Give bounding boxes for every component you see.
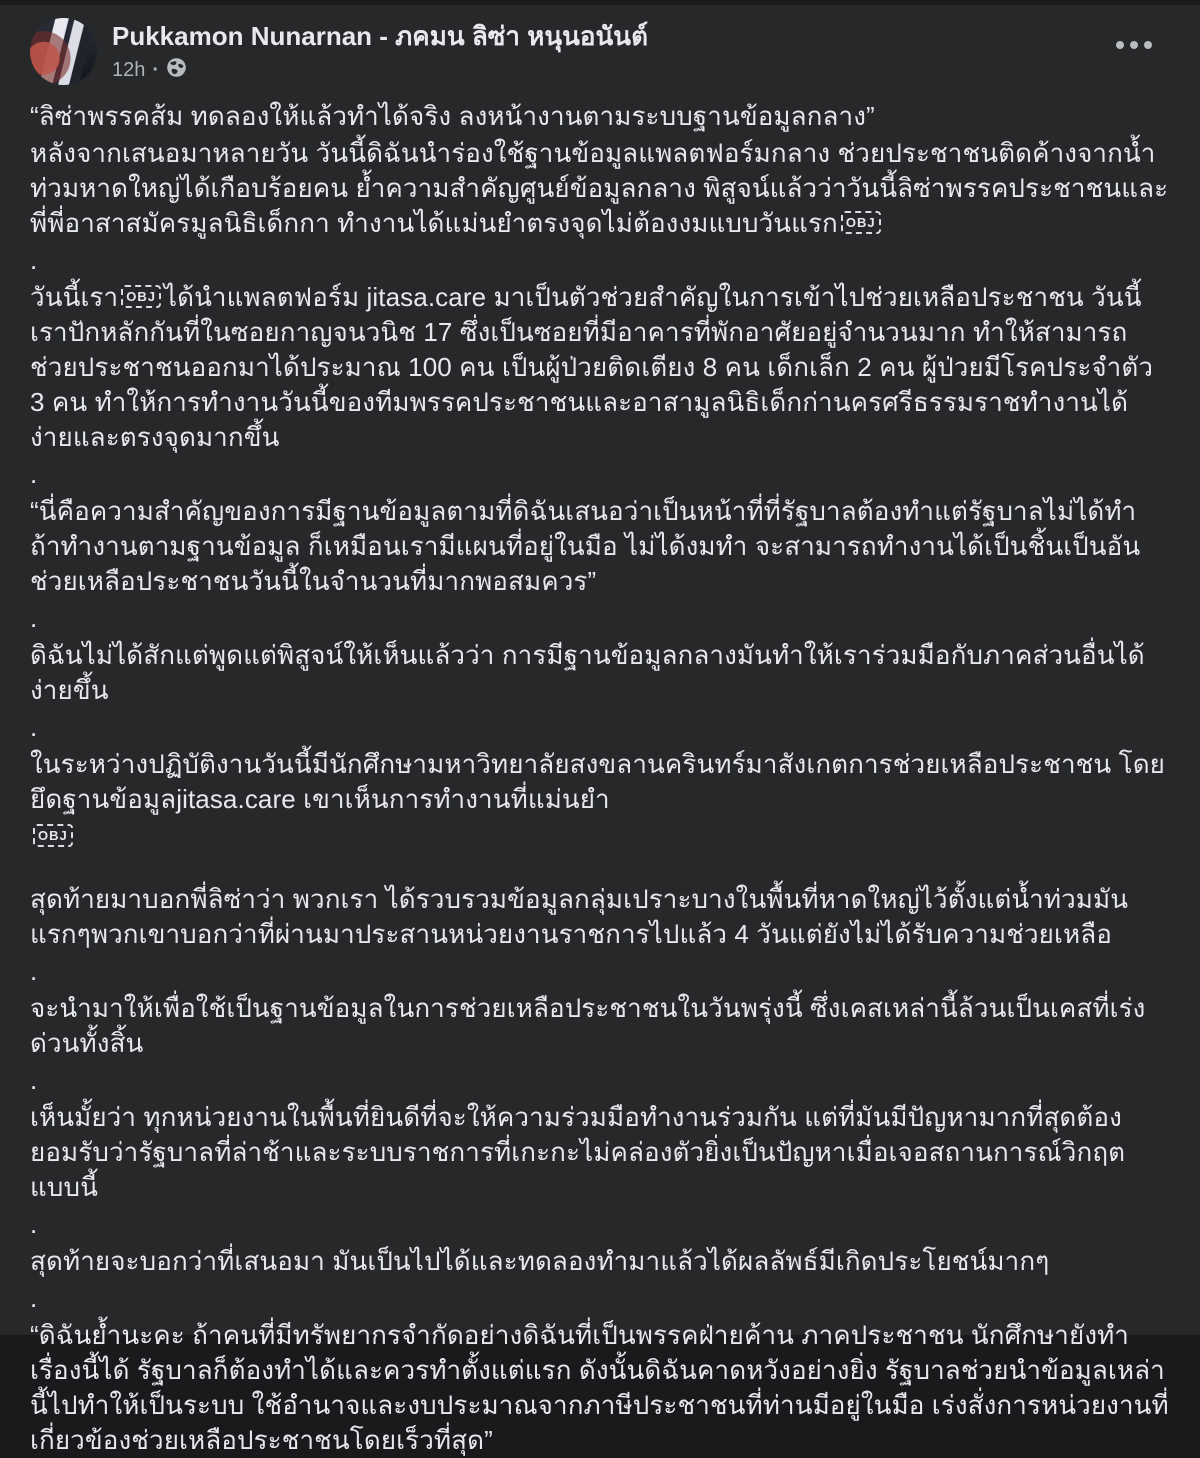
facebook-post-card <box>0 5 1200 1455</box>
ellipsis-icon <box>1130 41 1138 49</box>
object-line <box>30 819 1170 854</box>
dot-separator: . <box>30 712 38 742</box>
header-text <box>112 18 648 83</box>
dot-separator: . <box>30 603 38 633</box>
ellipsis-icon <box>1144 41 1152 49</box>
post-body <box>30 99 1170 1458</box>
post-paragraph: สุดท้ายจะบอกว่าที่เสนอมา มันเป็นไปได้และทดลองทำมาแล้วได้ผลลัพธ์มีเกิดประโยชน์มากๆ <box>30 1246 1050 1276</box>
post-paragraph <box>30 280 1170 455</box>
object-replacement-icon: OBJ <box>33 824 73 847</box>
object-replacement-icon: OBJ <box>121 285 161 308</box>
paragraph-text: วันนี้เรา <box>30 282 119 312</box>
post-paragraph: “ลิซ่าพรรคส้ม ทดลองให้แล้วทำได้จริง ลงหน้างานตามระบบฐานข้อมูลกลาง” <box>30 101 875 131</box>
post-paragraph: จะนำมาให้เพื่อใช้เป็นฐานข้อมูลในการช่วยเหลือประชาชนในวันพรุ่งนี้ ซึ่งเคสเหล่านี้ล้วนเป็นเคสที่เร่งด่วนทั้งสิ้น <box>30 993 1146 1058</box>
meta-separator: · <box>152 58 160 81</box>
post-paragraph: ในระหว่างปฏิบัติงานวันนี้มีนักศึกษามหาวิทยาลัยสงขลานครินทร์มาสังเกตการช่วยเหลือประชาชน โดยยึดฐานข้อมูลjitasa.care เขาเห็นการทำงานที่แม่นยำ <box>30 749 1166 814</box>
dot-separator: . <box>30 1065 38 1095</box>
ellipsis-icon <box>1116 41 1124 49</box>
paragraph-text: ได้นำแพลตฟอร์ม jitasa.care มาเป็นตัวช่วยสำคัญในการเข้าไปช่วยเหลือประชาชน วันนี้เราปักหลักกันที่ในซอยกาญจนวนิช 17 ซึ่งเป็นซอยที่มีอาคารที่พักอาศัยอยู่จำนวนมาก ทำให้สามารถช่วยประชาชนออกมาได้ประมาณ 100 คน เป็นผู้ป่วยติดเตียง 8 คน เด็กเล็ก 2 คน ผู้ป่วยมีโรคประจำตัว 3 คน ทำให้การทำงานวันนี้ของทีมพรรคประชาชนและอาสามูลนิธิเด็กก่านครศรีธรรมราชทำงานได้ง่ายและตรงจุดมากขึ้น <box>30 282 1154 452</box>
dot-separator: . <box>30 1209 38 1239</box>
post-paragraph: “ดิฉันย้ำนะคะ ถ้าคนที่มีทรัพยากรจำกัดอย่างดิฉันที่เป็นพรรคฝ่ายค้าน ภาคประชาชน นักศึกษายังทำเรื่องนี้ได้ รัฐบาลก็ต้องทำได้และควรทำตั้งแต่แรก ดังนั้นดิฉันคาดหวังอย่างยิ่ง รัฐบาลช่วยนำข้อมูลเหล่านี้ไปทำให้เป็นระบบ ใช้อำนาจและงบประมาณจากภาษีประชาชนที่ท่านมีอยู่ในมือ เร่งสั่งการหน่วยงานที่เกี่ยวข้องช่วยเหลือประชาชนโดยเร็วที่สุด” <box>30 1320 1169 1455</box>
post-header <box>30 5 1170 85</box>
post-paragraph: “นี่คือความสำคัญของการมีฐานข้อมูลตามที่ดิฉันเสนอว่าเป็นหน้าที่ที่รัฐบาลต้องทำแต่รัฐบาลไม่ได้ทำ ถ้าทำงานตามฐานข้อมูล ก็เหมือนเรามีแผนที่อยู่ในมือ ไม่ได้งมทำ จะสามารถทำงานได้เป็นชิ้นเป็นอัน ช่วยเหลือประชาชนวันนี้ในจำนวนที่มากพอสมควร” <box>30 496 1141 596</box>
paragraph-text: หลังจากเสนอมาหลายวัน วันนี้ดิฉันนำร่องใช้ฐานข้อมูลแพลตฟอร์มกลาง ช่วยประชาชนติดค้างจากน้ำท่วมหาดใหญ่ได้เกือบร้อยคน ย้ำความสำคัญศูนย์ข้อมูลกลาง พิสูจน์แล้วว่าวันนี้ลิซ่าพรรคประชาชนและ พี่พี่อาสาสมัครมูลนิธิเด็กกา ทำงานได้แม่นยำตรงจุดไม่ต้องงมแบบวันแรก <box>30 138 1169 238</box>
dot-separator: . <box>30 459 38 489</box>
post-options-button[interactable] <box>1108 33 1160 57</box>
avatar[interactable] <box>30 18 97 85</box>
timestamp[interactable]: 12h <box>112 58 146 81</box>
dot-separator: . <box>30 245 38 275</box>
globe-icon <box>166 57 187 84</box>
post-paragraph: ดิฉันไม่ได้สักแต่พูดแต่พิสูจน์ให้เห็นแล้วว่า การมีฐานข้อมูลกลางมันทำให้เราร่วมมือกับภาคส่วนอื่นได้ง่ายขึ้น <box>30 640 1145 705</box>
post-meta <box>112 56 648 83</box>
dot-separator: . <box>30 956 38 986</box>
post-paragraph: เห็นมั้ยว่า ทุกหน่วยงานในพื้นที่ยินดีที่จะให้ความร่วมมือทำงานร่วมกัน แต่ที่มันมีปัญหามากที่สุดต้องยอมรับว่ารัฐบาลที่ล่าช้าและระบบราชการที่เกะกะไม่คล่องตัวยิ่งเป็นปัญหาเมื่อเจอสถานการณ์วิกฤตแบบนี้ <box>30 1102 1126 1202</box>
dot-separator: . <box>30 1283 38 1313</box>
post-paragraph <box>30 136 1170 241</box>
post-paragraph: สุดท้ายมาบอกพี่ลิซ่าว่า พวกเรา ได้รวบรวมข้อมูลกลุ่มเปราะบางในพื้นที่หาดใหญ่ไว้ตั้งแต่น้ำท่วมมันแรกๆพวกเขาบอกว่าที่ผ่านมาประสานหน่วยงานราชการไปแล้ว 4 วันแต่ยังไม่ได้รับความช่วยเหลือ <box>30 884 1129 949</box>
author-name[interactable]: Pukkamon Nunarnan - ภคมน ลิซ่า หนุนอนันต์ <box>112 21 648 51</box>
object-replacement-icon: OBJ <box>841 211 881 234</box>
